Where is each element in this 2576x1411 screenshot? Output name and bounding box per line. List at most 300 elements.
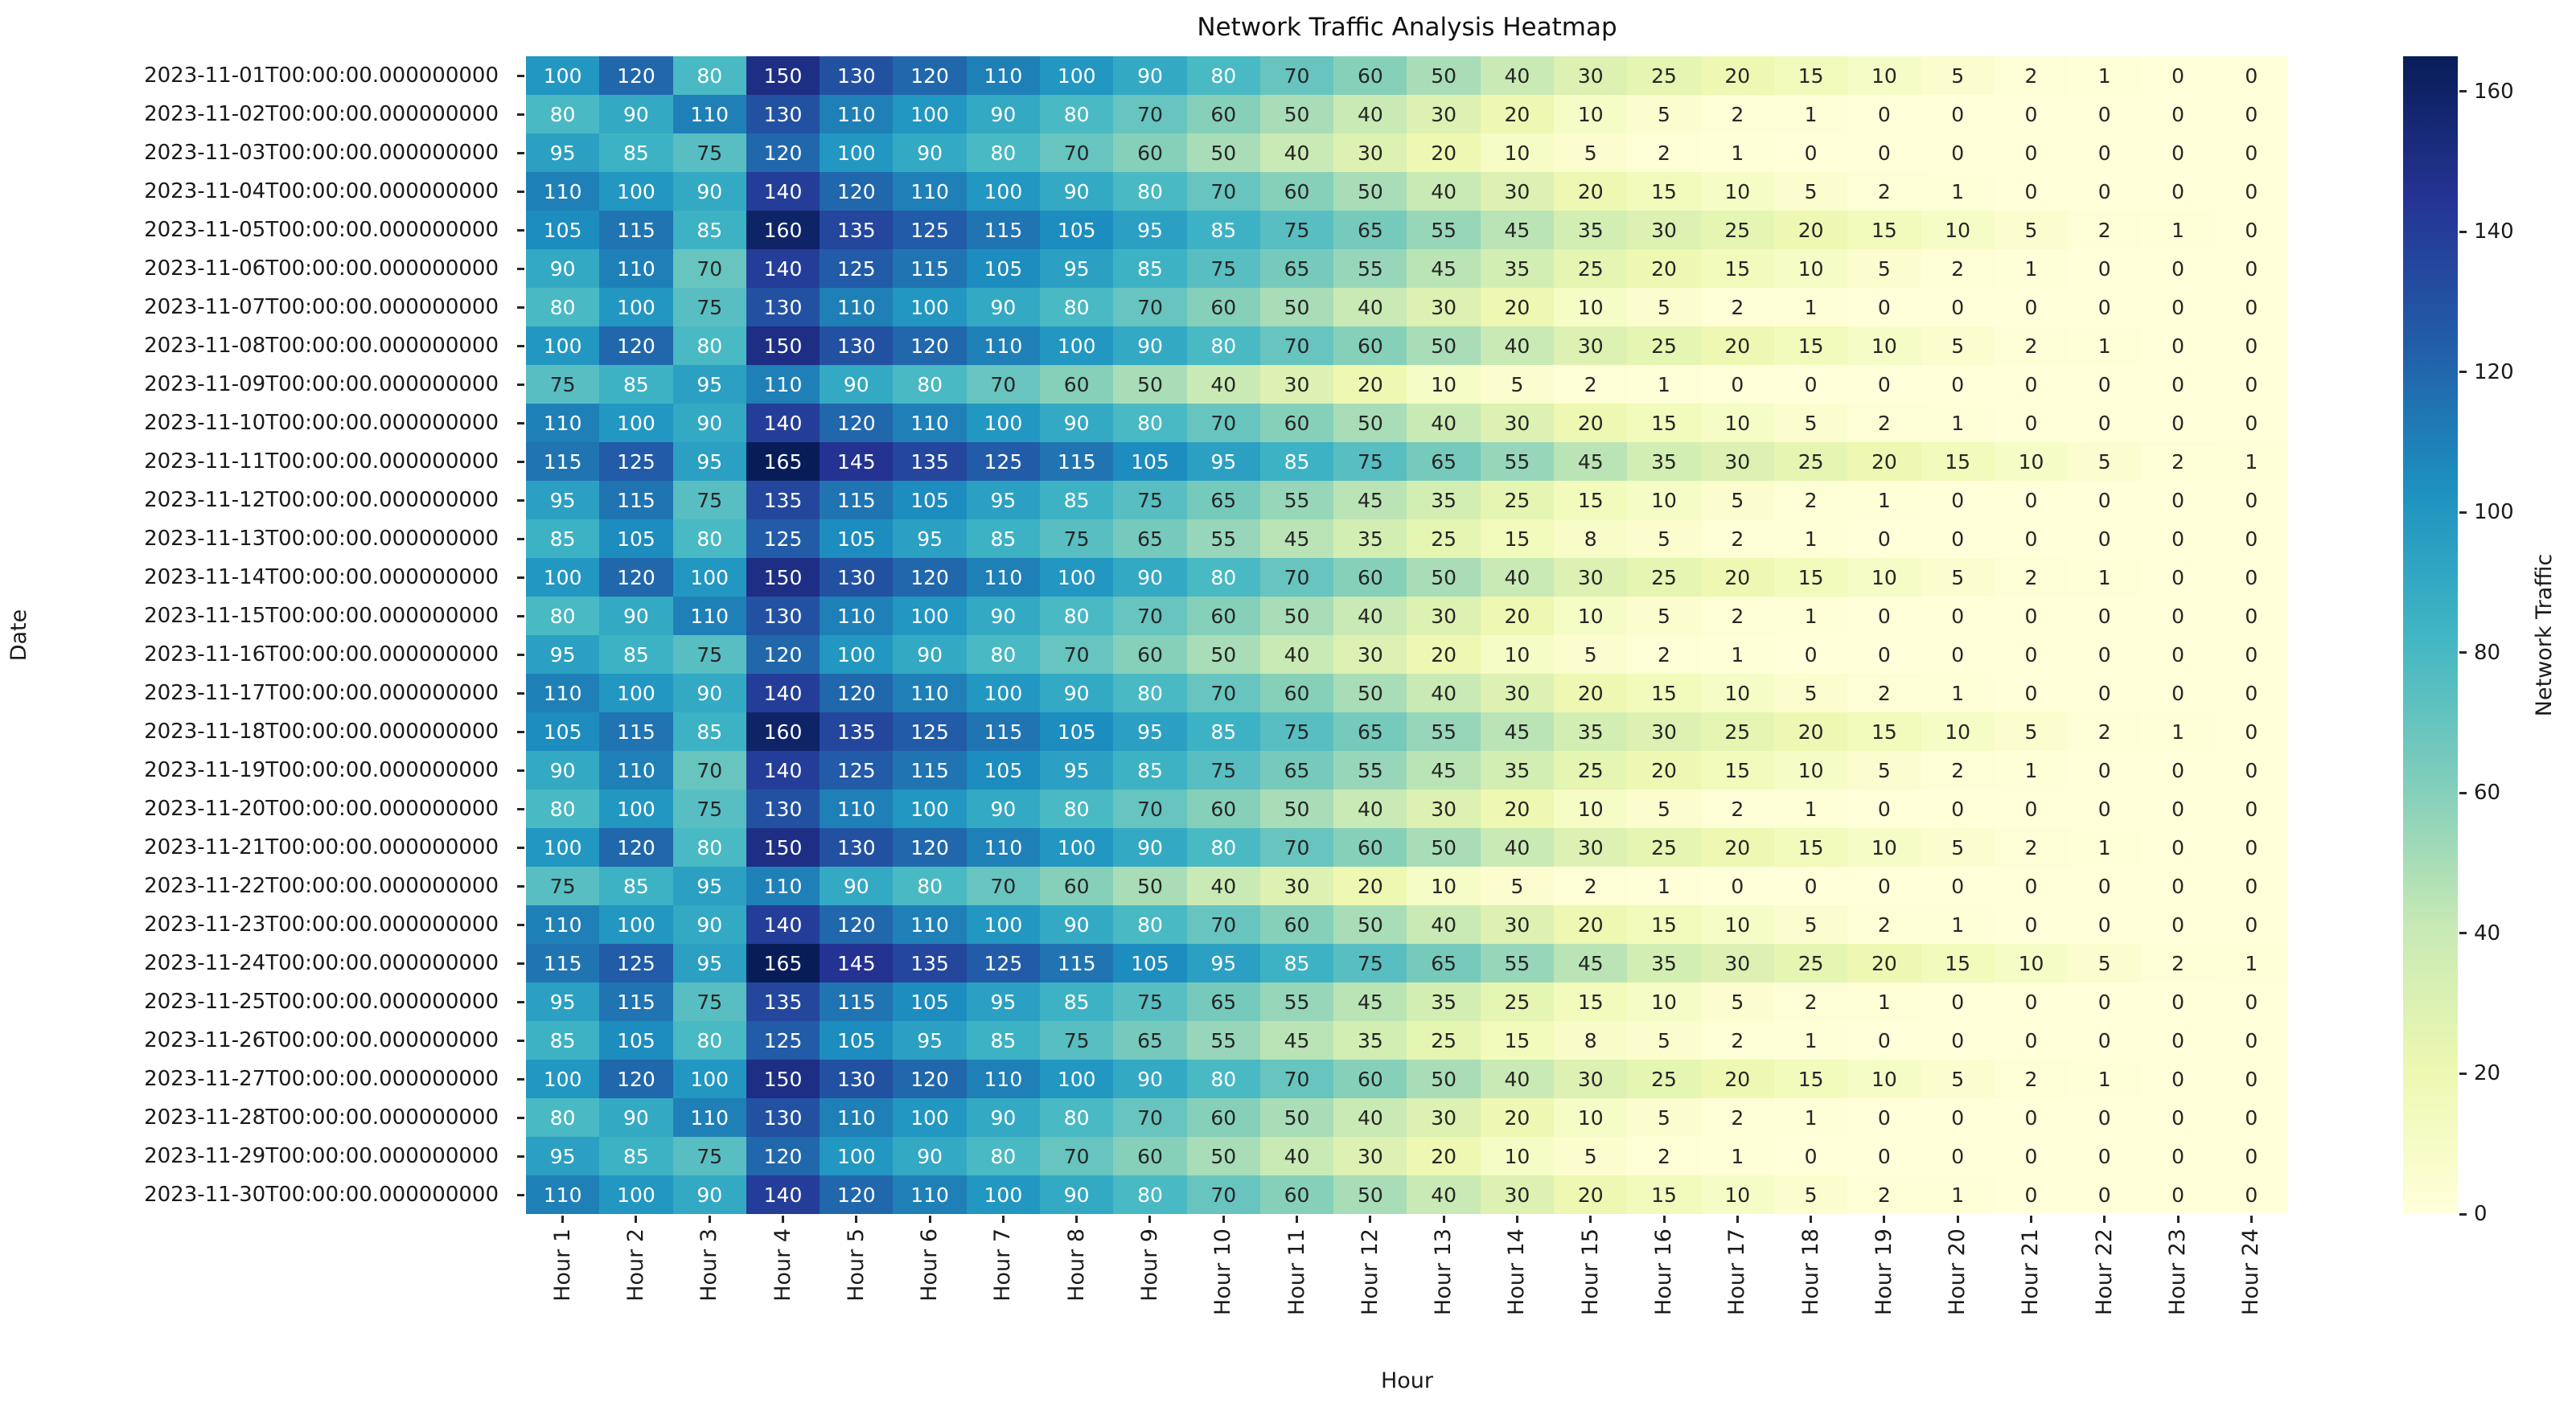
heatmap-cell: 60 xyxy=(1187,288,1260,326)
heatmap-cell: 20 xyxy=(1554,404,1627,442)
axis-tickmark xyxy=(517,499,524,502)
heatmap-cell: 25 xyxy=(1481,481,1554,519)
heatmap-cell: 90 xyxy=(967,288,1040,326)
heatmap-cell: 105 xyxy=(526,712,599,751)
heatmap-cell: 90 xyxy=(599,597,672,635)
heatmap-cell: 15 xyxy=(1847,712,1921,751)
heatmap-cell: 85 xyxy=(1260,944,1333,982)
heatmap-cell: 110 xyxy=(673,95,746,133)
heatmap-cell: 0 xyxy=(1774,1137,1847,1175)
heatmap-cell: 65 xyxy=(1113,519,1186,558)
heatmap-cell: 0 xyxy=(2141,674,2214,712)
heatmap-cell: 50 xyxy=(1187,635,1260,674)
heatmap-cell: 50 xyxy=(1113,867,1186,905)
heatmap-cell: 0 xyxy=(2068,1021,2141,1060)
heatmap-cell: 0 xyxy=(2215,905,2288,944)
heatmap-cell: 75 xyxy=(1187,249,1260,288)
heatmap-cell: 2 xyxy=(1701,597,1774,635)
x-tick-label: Hour 23 xyxy=(2165,1228,2191,1315)
heatmap-cell: 50 xyxy=(1333,404,1407,442)
heatmap-cell: 90 xyxy=(1040,1175,1113,1214)
heatmap-cell: 5 xyxy=(1701,481,1774,519)
axis-tickmark xyxy=(1736,1216,1739,1223)
heatmap-cell: 80 xyxy=(967,1137,1040,1175)
heatmap-cell: 0 xyxy=(2068,1137,2141,1175)
heatmap-cell: 0 xyxy=(2141,1021,2214,1060)
heatmap-cell: 25 xyxy=(1627,828,1700,867)
heatmap-cell: 70 xyxy=(1260,558,1333,597)
axis-tickmark xyxy=(782,1216,784,1223)
axis-tickmark xyxy=(517,692,524,695)
heatmap-cell: 5 xyxy=(1627,95,1700,133)
heatmap-cell: 20 xyxy=(1554,1175,1627,1214)
axis-tickmark xyxy=(561,1216,564,1223)
heatmap-cell: 65 xyxy=(1333,712,1407,751)
heatmap-cell: 60 xyxy=(1260,172,1333,211)
heatmap-cell: 20 xyxy=(1333,365,1407,404)
heatmap-cell: 5 xyxy=(1921,326,1995,365)
colorbar-tick-label: 120 xyxy=(2474,359,2514,384)
axis-tickmark xyxy=(517,1040,524,1042)
heatmap-cell: 5 xyxy=(1774,172,1847,211)
heatmap-cell: 60 xyxy=(1333,558,1407,597)
heatmap-cell: 45 xyxy=(1407,751,1480,790)
heatmap-cell: 50 xyxy=(1407,326,1480,365)
heatmap-cell: 0 xyxy=(1847,1021,1921,1060)
heatmap-cell: 80 xyxy=(1040,790,1113,828)
heatmap-cell: 0 xyxy=(1847,1137,1921,1175)
heatmap-cell: 80 xyxy=(1113,905,1186,944)
heatmap-cell: 0 xyxy=(2215,1175,2288,1214)
heatmap-cell: 1 xyxy=(1774,1098,1847,1137)
heatmap-cell: 1 xyxy=(2068,1060,2141,1098)
axis-tickmark xyxy=(517,769,524,772)
heatmap-cell: 50 xyxy=(1407,56,1480,95)
heatmap-cell: 2 xyxy=(1627,1137,1700,1175)
heatmap-cell: 2 xyxy=(1701,790,1774,828)
heatmap-cell: 0 xyxy=(2141,751,2214,790)
heatmap-cell: 20 xyxy=(1701,1060,1774,1098)
heatmap-cell: 65 xyxy=(1113,1021,1186,1060)
heatmap-cell: 160 xyxy=(746,712,820,751)
heatmap-cell: 0 xyxy=(2141,790,2214,828)
y-tick-label: 2023-11-21T00:00:00.000000000 xyxy=(144,835,499,859)
heatmap-cell: 40 xyxy=(1481,56,1554,95)
heatmap-cell: 5 xyxy=(1627,1021,1700,1060)
heatmap-cell: 90 xyxy=(1113,558,1186,597)
heatmap-cell: 85 xyxy=(967,519,1040,558)
heatmap-cell: 85 xyxy=(1040,982,1113,1021)
heatmap-cell: 5 xyxy=(1995,211,2068,249)
heatmap-cell: 0 xyxy=(1774,867,1847,905)
heatmap-cell: 1 xyxy=(1774,790,1847,828)
heatmap-cell: 25 xyxy=(1407,519,1480,558)
heatmap-cell: 15 xyxy=(1774,828,1847,867)
heatmap-cell: 50 xyxy=(1333,1175,1407,1214)
heatmap-cell: 55 xyxy=(1187,1021,1260,1060)
heatmap-cell: 55 xyxy=(1187,519,1260,558)
heatmap-cell: 30 xyxy=(1554,828,1627,867)
heatmap-cell: 5 xyxy=(1701,982,1774,1021)
heatmap-cell: 100 xyxy=(967,674,1040,712)
heatmap-cell: 90 xyxy=(1113,56,1186,95)
heatmap-cell: 60 xyxy=(1260,1175,1333,1214)
heatmap-cell: 20 xyxy=(1554,905,1627,944)
x-tick-label: Hour 19 xyxy=(1871,1228,1896,1315)
heatmap-cell: 0 xyxy=(2141,982,2214,1021)
colorbar-tick-label: 160 xyxy=(2474,79,2514,104)
heatmap-cell: 110 xyxy=(746,867,820,905)
heatmap-cell: 140 xyxy=(746,905,820,944)
heatmap-cell: 90 xyxy=(893,1137,966,1175)
axis-tickmark xyxy=(2177,1216,2180,1223)
heatmap-cell: 1 xyxy=(2215,442,2288,481)
heatmap-cell: 105 xyxy=(1040,712,1113,751)
heatmap-cell: 80 xyxy=(673,1021,746,1060)
heatmap-cell: 60 xyxy=(1260,905,1333,944)
heatmap-cell: 90 xyxy=(1040,404,1113,442)
heatmap-cell: 100 xyxy=(893,597,966,635)
heatmap-cell: 5 xyxy=(1921,1060,1995,1098)
heatmap-cell: 1 xyxy=(1995,751,2068,790)
x-axis-label: Hour xyxy=(1380,1368,1434,1393)
heatmap-cell: 30 xyxy=(1554,1060,1627,1098)
heatmap-cell: 80 xyxy=(673,326,746,365)
heatmap-cell: 90 xyxy=(893,133,966,172)
heatmap-cell: 10 xyxy=(1554,597,1627,635)
heatmap-cell: 0 xyxy=(1995,481,2068,519)
heatmap-cell: 0 xyxy=(2068,597,2141,635)
heatmap-cell: 0 xyxy=(2068,674,2141,712)
heatmap-cell: 105 xyxy=(893,481,966,519)
heatmap-cell: 25 xyxy=(1774,442,1847,481)
heatmap-cell: 1 xyxy=(1774,95,1847,133)
heatmap-cell: 0 xyxy=(1701,867,1774,905)
heatmap-cell: 20 xyxy=(1407,1137,1480,1175)
heatmap-cell: 30 xyxy=(1481,404,1554,442)
heatmap-cell: 0 xyxy=(2068,95,2141,133)
heatmap-cell: 1 xyxy=(2215,944,2288,982)
heatmap-cell: 105 xyxy=(967,751,1040,790)
heatmap-cell: 50 xyxy=(1333,905,1407,944)
heatmap-cell: 1 xyxy=(1701,635,1774,674)
heatmap-cell: 0 xyxy=(2068,404,2141,442)
heatmap-cell: 0 xyxy=(1995,172,2068,211)
heatmap-cell: 100 xyxy=(820,133,893,172)
heatmap-cell: 55 xyxy=(1260,982,1333,1021)
y-tick-label: 2023-11-12T00:00:00.000000000 xyxy=(144,488,499,512)
heatmap-cell: 0 xyxy=(1995,635,2068,674)
y-tick-label: 2023-11-18T00:00:00.000000000 xyxy=(144,720,499,744)
heatmap-cell: 35 xyxy=(1627,944,1700,982)
heatmap-cell: 110 xyxy=(526,172,599,211)
heatmap-cell: 10 xyxy=(1554,95,1627,133)
heatmap-cell: 75 xyxy=(673,982,746,1021)
heatmap-cell: 25 xyxy=(1627,1060,1700,1098)
y-tick-label: 2023-11-30T00:00:00.000000000 xyxy=(144,1183,499,1207)
heatmap-cell: 15 xyxy=(1774,326,1847,365)
heatmap-cell: 110 xyxy=(526,674,599,712)
heatmap-cell: 30 xyxy=(1554,558,1627,597)
heatmap-grid xyxy=(526,56,2288,1214)
axis-tickmark xyxy=(517,422,524,425)
heatmap-cell: 30 xyxy=(1481,172,1554,211)
heatmap-cell: 50 xyxy=(1187,133,1260,172)
heatmap-cell: 120 xyxy=(893,326,966,365)
heatmap-cell: 80 xyxy=(893,867,966,905)
heatmap-cell: 30 xyxy=(1407,95,1480,133)
heatmap-cell: 65 xyxy=(1187,982,1260,1021)
heatmap-cell: 5 xyxy=(1481,867,1554,905)
heatmap-cell: 50 xyxy=(1407,1060,1480,1098)
heatmap-cell: 15 xyxy=(1481,519,1554,558)
heatmap-cell: 2 xyxy=(1554,867,1627,905)
heatmap-cell: 5 xyxy=(1921,828,1995,867)
heatmap-cell: 10 xyxy=(1847,326,1921,365)
heatmap-cell: 5 xyxy=(1774,674,1847,712)
heatmap-cell: 90 xyxy=(967,1098,1040,1137)
heatmap-cell: 70 xyxy=(1113,95,1186,133)
heatmap-cell: 10 xyxy=(1554,1098,1627,1137)
heatmap-cell: 150 xyxy=(746,558,820,597)
heatmap-cell: 0 xyxy=(2215,790,2288,828)
heatmap-cell: 5 xyxy=(1627,288,1700,326)
heatmap-cell: 70 xyxy=(1260,828,1333,867)
heatmap-cell: 140 xyxy=(746,249,820,288)
heatmap-cell: 15 xyxy=(1627,404,1700,442)
colorbar-tick-label: 100 xyxy=(2474,500,2514,525)
heatmap-cell: 10 xyxy=(1701,674,1774,712)
heatmap-cell: 0 xyxy=(2141,828,2214,867)
axis-tickmark xyxy=(517,808,524,810)
heatmap-cell: 0 xyxy=(2141,249,2214,288)
heatmap-cell: 0 xyxy=(2215,558,2288,597)
y-tick-label: 2023-11-16T00:00:00.000000000 xyxy=(144,642,499,667)
heatmap-cell: 55 xyxy=(1260,481,1333,519)
axis-tickmark xyxy=(2459,231,2467,233)
heatmap-cell: 120 xyxy=(820,905,893,944)
y-tick-label: 2023-11-29T00:00:00.000000000 xyxy=(144,1144,499,1168)
heatmap-cell: 55 xyxy=(1481,944,1554,982)
heatmap-cell: 5 xyxy=(1774,905,1847,944)
heatmap-cell: 45 xyxy=(1554,944,1627,982)
heatmap-cell: 90 xyxy=(673,404,746,442)
heatmap-cell: 2 xyxy=(1847,905,1921,944)
heatmap-cell: 1 xyxy=(1627,867,1700,905)
heatmap-cell: 30 xyxy=(1627,712,1700,751)
heatmap-cell: 110 xyxy=(893,1175,966,1214)
heatmap-cell: 20 xyxy=(1627,249,1700,288)
heatmap-cell: 0 xyxy=(1995,133,2068,172)
heatmap-cell: 125 xyxy=(820,751,893,790)
heatmap-cell: 70 xyxy=(1113,288,1186,326)
heatmap-cell: 120 xyxy=(893,558,966,597)
heatmap-cell: 60 xyxy=(1040,365,1113,404)
heatmap-cell: 0 xyxy=(2215,982,2288,1021)
heatmap-cell: 135 xyxy=(746,481,820,519)
heatmap-cell: 100 xyxy=(599,172,672,211)
heatmap-cell: 135 xyxy=(746,982,820,1021)
heatmap-cell: 75 xyxy=(673,288,746,326)
heatmap-cell: 115 xyxy=(893,249,966,288)
heatmap-cell: 10 xyxy=(1847,1060,1921,1098)
heatmap-cell: 2 xyxy=(1995,326,2068,365)
heatmap-cell: 65 xyxy=(1407,442,1480,481)
axis-tickmark xyxy=(1957,1216,1959,1223)
heatmap-cell: 45 xyxy=(1260,519,1333,558)
y-tick-label: 2023-11-23T00:00:00.000000000 xyxy=(144,913,499,937)
heatmap-cell: 55 xyxy=(1481,442,1554,481)
x-tick-label: Hour 13 xyxy=(1431,1228,1456,1315)
heatmap-cell: 95 xyxy=(526,982,599,1021)
heatmap-cell: 70 xyxy=(967,867,1040,905)
heatmap-cell: 40 xyxy=(1481,326,1554,365)
heatmap-cell: 55 xyxy=(1333,249,1407,288)
heatmap-cell: 80 xyxy=(1187,828,1260,867)
heatmap-cell: 1 xyxy=(2068,56,2141,95)
heatmap-cell: 0 xyxy=(1995,597,2068,635)
heatmap-cell: 10 xyxy=(1554,288,1627,326)
heatmap-cell: 80 xyxy=(893,365,966,404)
heatmap-cell: 85 xyxy=(599,1137,672,1175)
heatmap-cell: 0 xyxy=(1995,674,2068,712)
y-tick-label: 2023-11-27T00:00:00.000000000 xyxy=(144,1067,499,1091)
heatmap-cell: 105 xyxy=(599,1021,672,1060)
heatmap-cell: 105 xyxy=(599,519,672,558)
heatmap-cell: 105 xyxy=(820,519,893,558)
heatmap-cell: 70 xyxy=(1113,597,1186,635)
heatmap-cell: 125 xyxy=(820,249,893,288)
heatmap-cell: 85 xyxy=(1113,751,1186,790)
axis-tickmark xyxy=(2459,371,2467,373)
heatmap-cell: 100 xyxy=(599,790,672,828)
x-tick-label: Hour 1 xyxy=(549,1228,575,1302)
heatmap-cell: 150 xyxy=(746,828,820,867)
heatmap-cell: 2 xyxy=(1627,635,1700,674)
heatmap-cell: 95 xyxy=(673,442,746,481)
heatmap-cell: 2 xyxy=(1701,1098,1774,1137)
heatmap-cell: 0 xyxy=(1995,790,2068,828)
heatmap-cell: 10 xyxy=(1627,481,1700,519)
heatmap-cell: 40 xyxy=(1407,172,1480,211)
heatmap-cell: 0 xyxy=(2215,1098,2288,1137)
heatmap-cell: 35 xyxy=(1333,1021,1407,1060)
heatmap-cell: 30 xyxy=(1481,674,1554,712)
x-tick-label: Hour 5 xyxy=(843,1228,869,1302)
heatmap-cell: 80 xyxy=(967,635,1040,674)
heatmap-cell: 10 xyxy=(1995,944,2068,982)
heatmap-cell: 0 xyxy=(2215,1021,2288,1060)
heatmap-cell: 1 xyxy=(2141,712,2214,751)
heatmap-cell: 75 xyxy=(1260,211,1333,249)
heatmap-cell: 10 xyxy=(1701,1175,1774,1214)
axis-tickmark xyxy=(2459,932,2467,934)
heatmap-cell: 45 xyxy=(1333,982,1407,1021)
heatmap-cell: 130 xyxy=(820,326,893,365)
heatmap-cell: 30 xyxy=(1554,326,1627,365)
heatmap-cell: 0 xyxy=(1921,790,1995,828)
heatmap-cell: 0 xyxy=(2215,674,2288,712)
heatmap-cell: 0 xyxy=(1847,95,1921,133)
heatmap-cell: 100 xyxy=(526,1060,599,1098)
heatmap-cell: 120 xyxy=(893,56,966,95)
heatmap-cell: 75 xyxy=(1040,1021,1113,1060)
heatmap-cell: 45 xyxy=(1554,442,1627,481)
heatmap-cell: 0 xyxy=(2141,519,2214,558)
heatmap-cell: 70 xyxy=(1187,1175,1260,1214)
heatmap-cell: 2 xyxy=(1995,828,2068,867)
colorbar-tick-label: 0 xyxy=(2474,1202,2488,1226)
heatmap-cell: 2 xyxy=(1847,172,1921,211)
heatmap-cell: 90 xyxy=(673,172,746,211)
heatmap-cell: 0 xyxy=(2068,481,2141,519)
axis-tickmark xyxy=(855,1216,857,1223)
heatmap-cell: 70 xyxy=(1113,790,1186,828)
heatmap-cell: 0 xyxy=(2141,404,2214,442)
heatmap-cell: 110 xyxy=(673,1098,746,1137)
heatmap-cell: 25 xyxy=(1701,712,1774,751)
heatmap-cell: 1 xyxy=(1847,481,1921,519)
heatmap-cell: 125 xyxy=(967,442,1040,481)
heatmap-cell: 50 xyxy=(1407,828,1480,867)
y-tick-label: 2023-11-01T00:00:00.000000000 xyxy=(144,64,499,88)
heatmap-cell: 165 xyxy=(746,944,820,982)
heatmap-cell: 150 xyxy=(746,326,820,365)
heatmap-cell: 30 xyxy=(1260,365,1333,404)
heatmap-cell: 0 xyxy=(1995,1098,2068,1137)
heatmap-cell: 0 xyxy=(1701,365,1774,404)
x-tick-label: Hour 10 xyxy=(1210,1228,1236,1315)
x-tick-label: Hour 16 xyxy=(1651,1228,1677,1315)
heatmap-cell: 40 xyxy=(1481,1060,1554,1098)
heatmap-cell: 2 xyxy=(1995,56,2068,95)
heatmap-cell: 10 xyxy=(1407,365,1480,404)
heatmap-cell: 0 xyxy=(2215,867,2288,905)
x-tick-label: Hour 15 xyxy=(1577,1228,1603,1315)
y-tick-label: 2023-11-09T00:00:00.000000000 xyxy=(144,372,499,396)
heatmap-cell: 0 xyxy=(2141,326,2214,365)
heatmap-cell: 115 xyxy=(526,442,599,481)
heatmap-cell: 90 xyxy=(599,1098,672,1137)
heatmap-cell: 2 xyxy=(1995,1060,2068,1098)
heatmap-cell: 0 xyxy=(2141,1060,2214,1098)
heatmap-cell: 45 xyxy=(1407,249,1480,288)
heatmap-cell: 70 xyxy=(673,249,746,288)
heatmap-cell: 105 xyxy=(893,982,966,1021)
heatmap-cell: 150 xyxy=(746,1060,820,1098)
heatmap-cell: 70 xyxy=(1187,172,1260,211)
heatmap-cell: 75 xyxy=(1187,751,1260,790)
heatmap-cell: 100 xyxy=(1040,828,1113,867)
heatmap-cell: 0 xyxy=(2141,1137,2214,1175)
heatmap-cell: 60 xyxy=(1113,133,1186,172)
heatmap-cell: 1 xyxy=(1921,674,1995,712)
heatmap-cell: 125 xyxy=(893,712,966,751)
heatmap-cell: 20 xyxy=(1774,712,1847,751)
heatmap-cell: 1 xyxy=(1995,249,2068,288)
heatmap-cell: 10 xyxy=(1701,172,1774,211)
axis-tickmark xyxy=(2459,1073,2467,1075)
heatmap-cell: 80 xyxy=(526,790,599,828)
heatmap-cell: 60 xyxy=(1260,404,1333,442)
heatmap-cell: 20 xyxy=(1701,558,1774,597)
heatmap-cell: 0 xyxy=(2068,172,2141,211)
heatmap-cell: 35 xyxy=(1481,751,1554,790)
heatmap-cell: 115 xyxy=(599,712,672,751)
axis-tickmark xyxy=(517,576,524,579)
axis-tickmark xyxy=(517,885,524,888)
x-tick-label: Hour 11 xyxy=(1284,1228,1309,1315)
